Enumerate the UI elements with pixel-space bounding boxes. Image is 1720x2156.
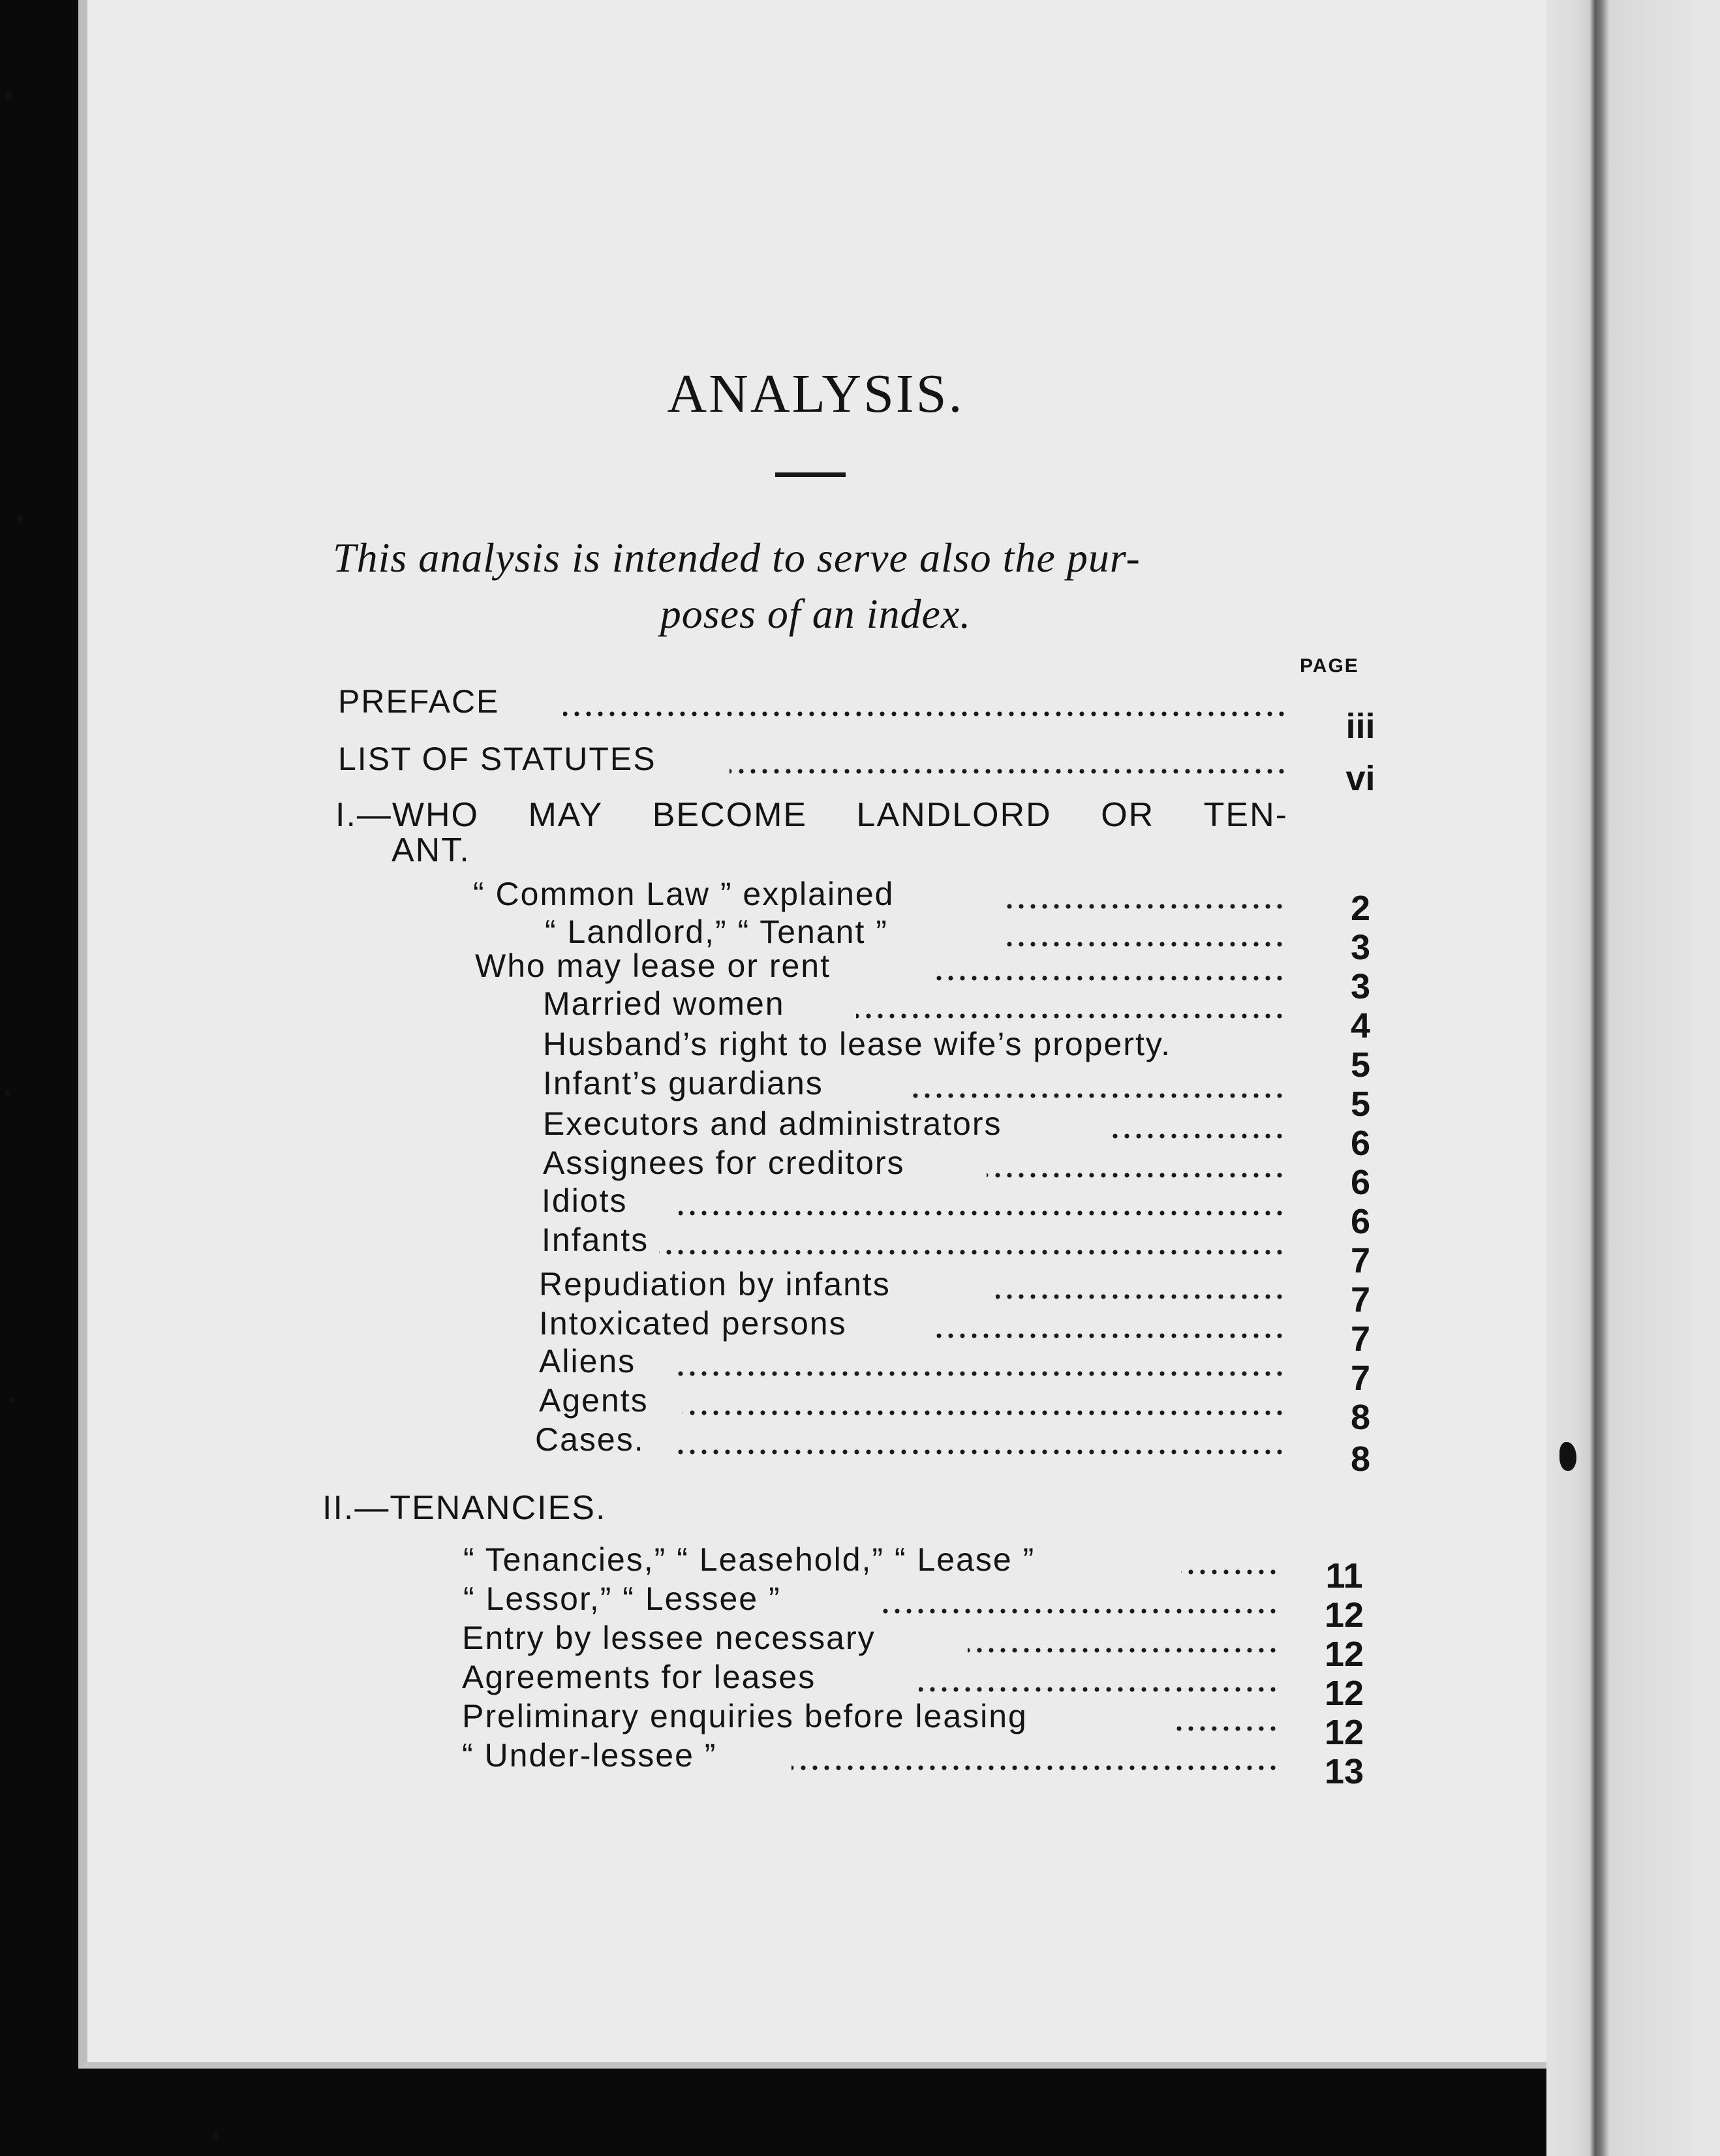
section-heading-word: MAY <box>528 796 604 834</box>
toc-entry-page: 7 <box>1350 1241 1371 1280</box>
toc-entry-label: “ Landlord,” “ Tenant ” <box>545 914 888 950</box>
toc-entry-label: Husband’s right to lease wife’s property. <box>543 1026 1172 1062</box>
leader-dots <box>881 1586 1279 1618</box>
toc-entry-label: Agreements for leases <box>462 1659 816 1695</box>
toc-entry-page: 3 <box>1350 928 1371 967</box>
intro-line-2: poses of an index. <box>660 591 972 637</box>
toc-entry-label: Cases. <box>535 1421 645 1458</box>
toc-entry-page: 2 <box>1350 889 1371 928</box>
toc-entry <box>543 1104 1285 1143</box>
leader-dots <box>679 1188 1285 1220</box>
toc-entry <box>539 1342 1285 1381</box>
toc-entry-page: vi <box>1345 759 1375 798</box>
toc-entry <box>545 912 1285 951</box>
toc-entry <box>463 1579 1279 1618</box>
toc-entry-label: “ Lessor,” “ Lessee ” <box>463 1580 781 1617</box>
toc-entry <box>462 1618 1279 1657</box>
toc-entry-label: Repudiation by infants <box>539 1266 891 1302</box>
intro-note <box>333 530 1298 642</box>
toc-entry-label: “ Common Law ” explained <box>473 876 895 912</box>
toc-entry-label: Infant’s guardians <box>543 1065 823 1101</box>
toc-entry-page: 5 <box>1350 1085 1371 1124</box>
toc-entry-page: 3 <box>1350 967 1371 1006</box>
leader-dots <box>563 688 1287 721</box>
toc-entry <box>462 1657 1279 1697</box>
toc-entry-page: 6 <box>1350 1124 1371 1163</box>
leader-dots <box>968 1625 1279 1657</box>
toc-entry-page: 5 <box>1350 1045 1371 1085</box>
toc-entry-label: Assignees for creditors <box>543 1145 905 1181</box>
toc-entry <box>539 1381 1285 1420</box>
toc-entry <box>338 682 1287 721</box>
toc-entry-page: 11 <box>1325 1556 1363 1595</box>
toc-entry-page: 8 <box>1350 1398 1371 1437</box>
toc-entry-label: Infants <box>542 1222 649 1258</box>
toc-entry <box>535 1420 1285 1459</box>
leader-dots <box>683 1387 1285 1420</box>
toc-entry-page: 7 <box>1350 1280 1371 1319</box>
toc-entry <box>539 1265 1285 1304</box>
toc-entry <box>463 1540 1279 1579</box>
section-heading-word: LANDLORD <box>856 796 1052 834</box>
toc-entry-page: 12 <box>1324 1635 1364 1674</box>
leader-dots <box>672 1426 1285 1459</box>
toc-entry <box>542 1181 1285 1220</box>
section-heading-word: I.—WHO <box>335 796 479 834</box>
leader-dots <box>1005 881 1285 914</box>
leader-dots <box>996 1271 1285 1304</box>
toc-entry-label: Aliens <box>539 1343 636 1379</box>
toc-entry <box>543 1024 1290 1064</box>
section-heading-word: BECOME <box>652 796 808 834</box>
leader-dots <box>987 1150 1285 1182</box>
toc-entry-page: iii <box>1345 707 1375 746</box>
toc-entry-page: 8 <box>1350 1440 1371 1479</box>
intro-line-1: This analysis is intended to serve also the pur- <box>333 534 1141 581</box>
toc-entry <box>539 1304 1285 1343</box>
title-rule <box>775 472 846 477</box>
leader-dots <box>791 1742 1279 1775</box>
leader-dots <box>932 953 1285 985</box>
toc-entry-page: 6 <box>1350 1163 1371 1202</box>
page-title: ANALYSIS. <box>667 363 964 424</box>
toc-entry <box>543 1064 1285 1103</box>
toc-entry-label: Idiots <box>542 1182 628 1219</box>
toc-entry-label: Intoxicated persons <box>539 1305 847 1342</box>
toc-entry-page: 4 <box>1350 1006 1371 1045</box>
leader-dots <box>1173 1703 1279 1736</box>
page-column-header: PAGE <box>1300 655 1359 677</box>
leader-dots <box>930 1310 1285 1343</box>
toc-entry-label: “ Tenancies,” “ Leasehold,” “ Lease ” <box>463 1541 1036 1578</box>
toc-entry-page: 6 <box>1350 1202 1371 1241</box>
leader-dots <box>659 1227 1285 1259</box>
section-heading-word: TEN- <box>1203 796 1288 834</box>
leader-dots <box>1111 1111 1285 1143</box>
toc-entry-label: Agents <box>539 1382 649 1419</box>
leader-dots <box>1181 1547 1279 1579</box>
toc-entry-label: LIST OF STATUTES <box>338 741 656 777</box>
toc-entry <box>338 739 1287 778</box>
toc-entry-label: Who may lease or rent <box>475 947 831 984</box>
section-heading <box>335 796 1288 834</box>
toc-entry <box>543 984 1285 1023</box>
toc-entry-page: 7 <box>1350 1319 1371 1359</box>
toc-entry-label: Executors and administrators <box>543 1105 1002 1142</box>
toc-entry-label: Preliminary enquiries before leasing <box>462 1698 1028 1734</box>
toc-entry-page: 12 <box>1324 1595 1364 1635</box>
toc-entry <box>543 1143 1285 1182</box>
leader-dots <box>729 746 1287 778</box>
toc-entry-label: Married women <box>543 985 785 1022</box>
toc-entry-label: “ Under-lessee ” <box>462 1737 717 1774</box>
leader-dots <box>919 1664 1279 1697</box>
toc-entry <box>462 1736 1279 1775</box>
toc-entry-page: 12 <box>1324 1674 1364 1713</box>
section-heading-word: OR <box>1101 796 1155 834</box>
leader-dots <box>908 1070 1285 1103</box>
toc-entry-label: PREFACE <box>338 683 500 720</box>
toc-entry <box>462 1697 1279 1736</box>
section-heading: II.—TENANCIES. <box>322 1489 607 1527</box>
leader-dots <box>856 991 1285 1023</box>
leader-dots <box>676 1348 1285 1381</box>
toc-entry <box>473 874 1285 914</box>
toc-entry-page: 7 <box>1350 1359 1371 1398</box>
section-heading-continuation: ANT. <box>392 831 470 869</box>
toc-entry-label: Entry by lessee necessary <box>462 1620 876 1656</box>
toc-entry <box>542 1220 1285 1259</box>
toc-entry-page: 13 <box>1324 1752 1364 1791</box>
toc-entry <box>475 946 1285 985</box>
toc-entry-page: 12 <box>1324 1713 1364 1752</box>
